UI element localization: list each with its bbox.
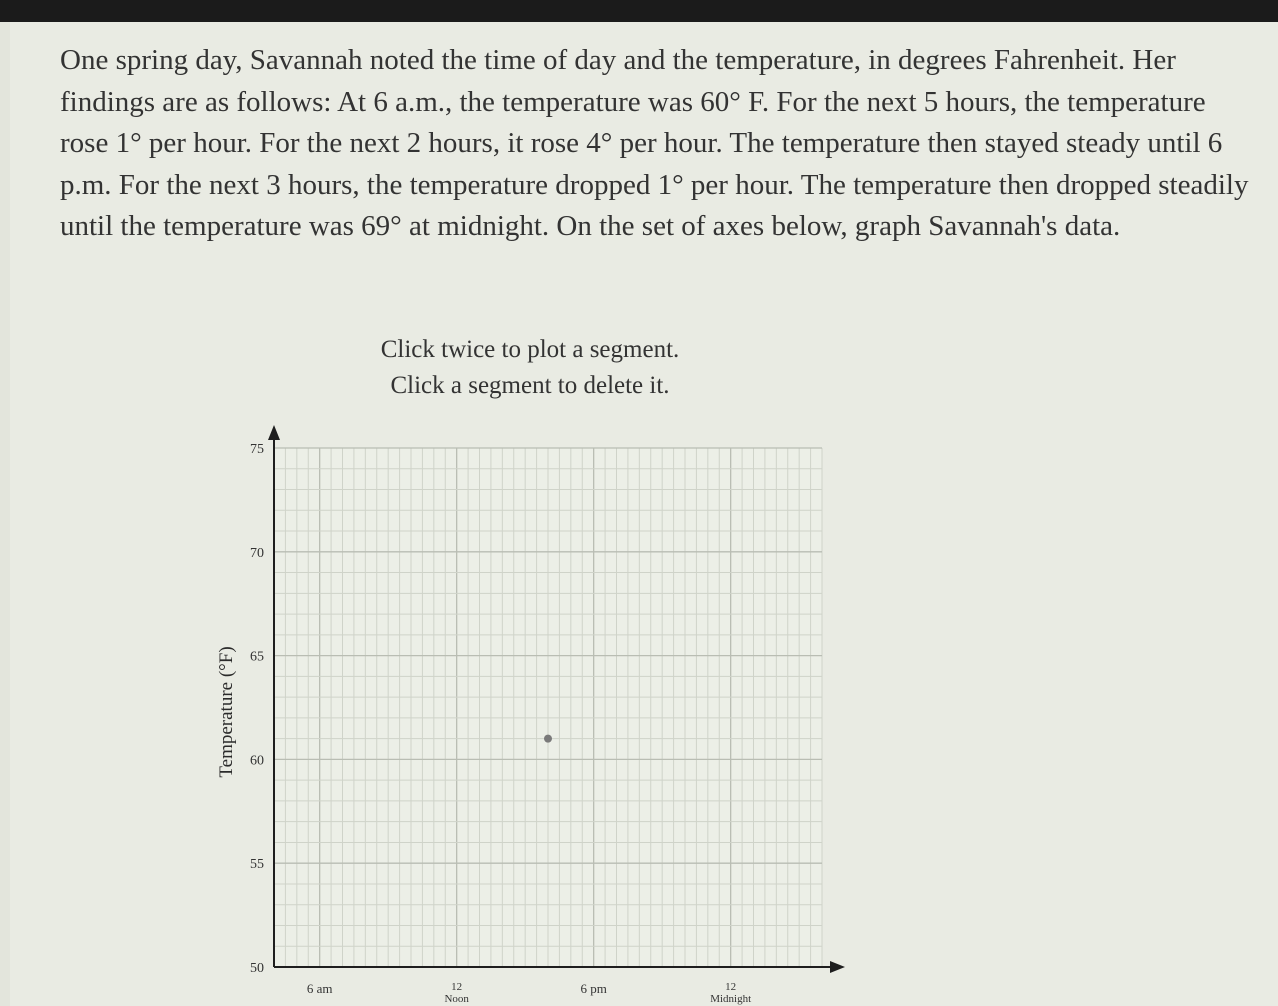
y-tick-label: 75 xyxy=(250,442,264,457)
x-tick-label: 12 xyxy=(451,981,463,993)
instruction-plot: Click twice to plot a segment. xyxy=(380,336,680,363)
x-tick-sublabel: Noon xyxy=(444,993,469,1005)
x-tick-label: 12 xyxy=(725,981,737,993)
x-tick-label: 6 pm xyxy=(580,981,607,996)
question-text: One spring day, Savannah noted the time of day and the temperature, in degrees Fahrenheit. Her findings are as follows: At 6 a.m., the temperature was 60° F. For the next 5 hours, the temperature rose 1° per hour. For the next 2 hours, it rose 4° per hour. The temperature then stayed steady until 6 p.m. For the next 3 hours, the temperature dropped 1° per hour. The temperature then dropped steadily until the temperature was 69° at midnight. On the set of axes below, graph Savannah's data. xyxy=(60,44,1249,242)
plotted-point[interactable] xyxy=(544,735,552,743)
y-tick-label: 55 xyxy=(250,857,264,873)
y-tick-label: 50 xyxy=(250,961,264,976)
x-tick-label: 6 am xyxy=(306,981,333,996)
y-tick-label: 60 xyxy=(250,753,264,769)
y-axis-arrow-icon xyxy=(268,425,280,440)
y-tick-label: 65 xyxy=(250,649,264,665)
y-axis-title: Temperature (°F) xyxy=(216,646,237,778)
x-axis-arrow-icon xyxy=(830,961,845,973)
instruction-delete: Click a segment to delete it. xyxy=(390,372,670,399)
x-tick-sublabel: Midnight xyxy=(710,993,752,1005)
y-tick-label: 70 xyxy=(250,545,264,561)
